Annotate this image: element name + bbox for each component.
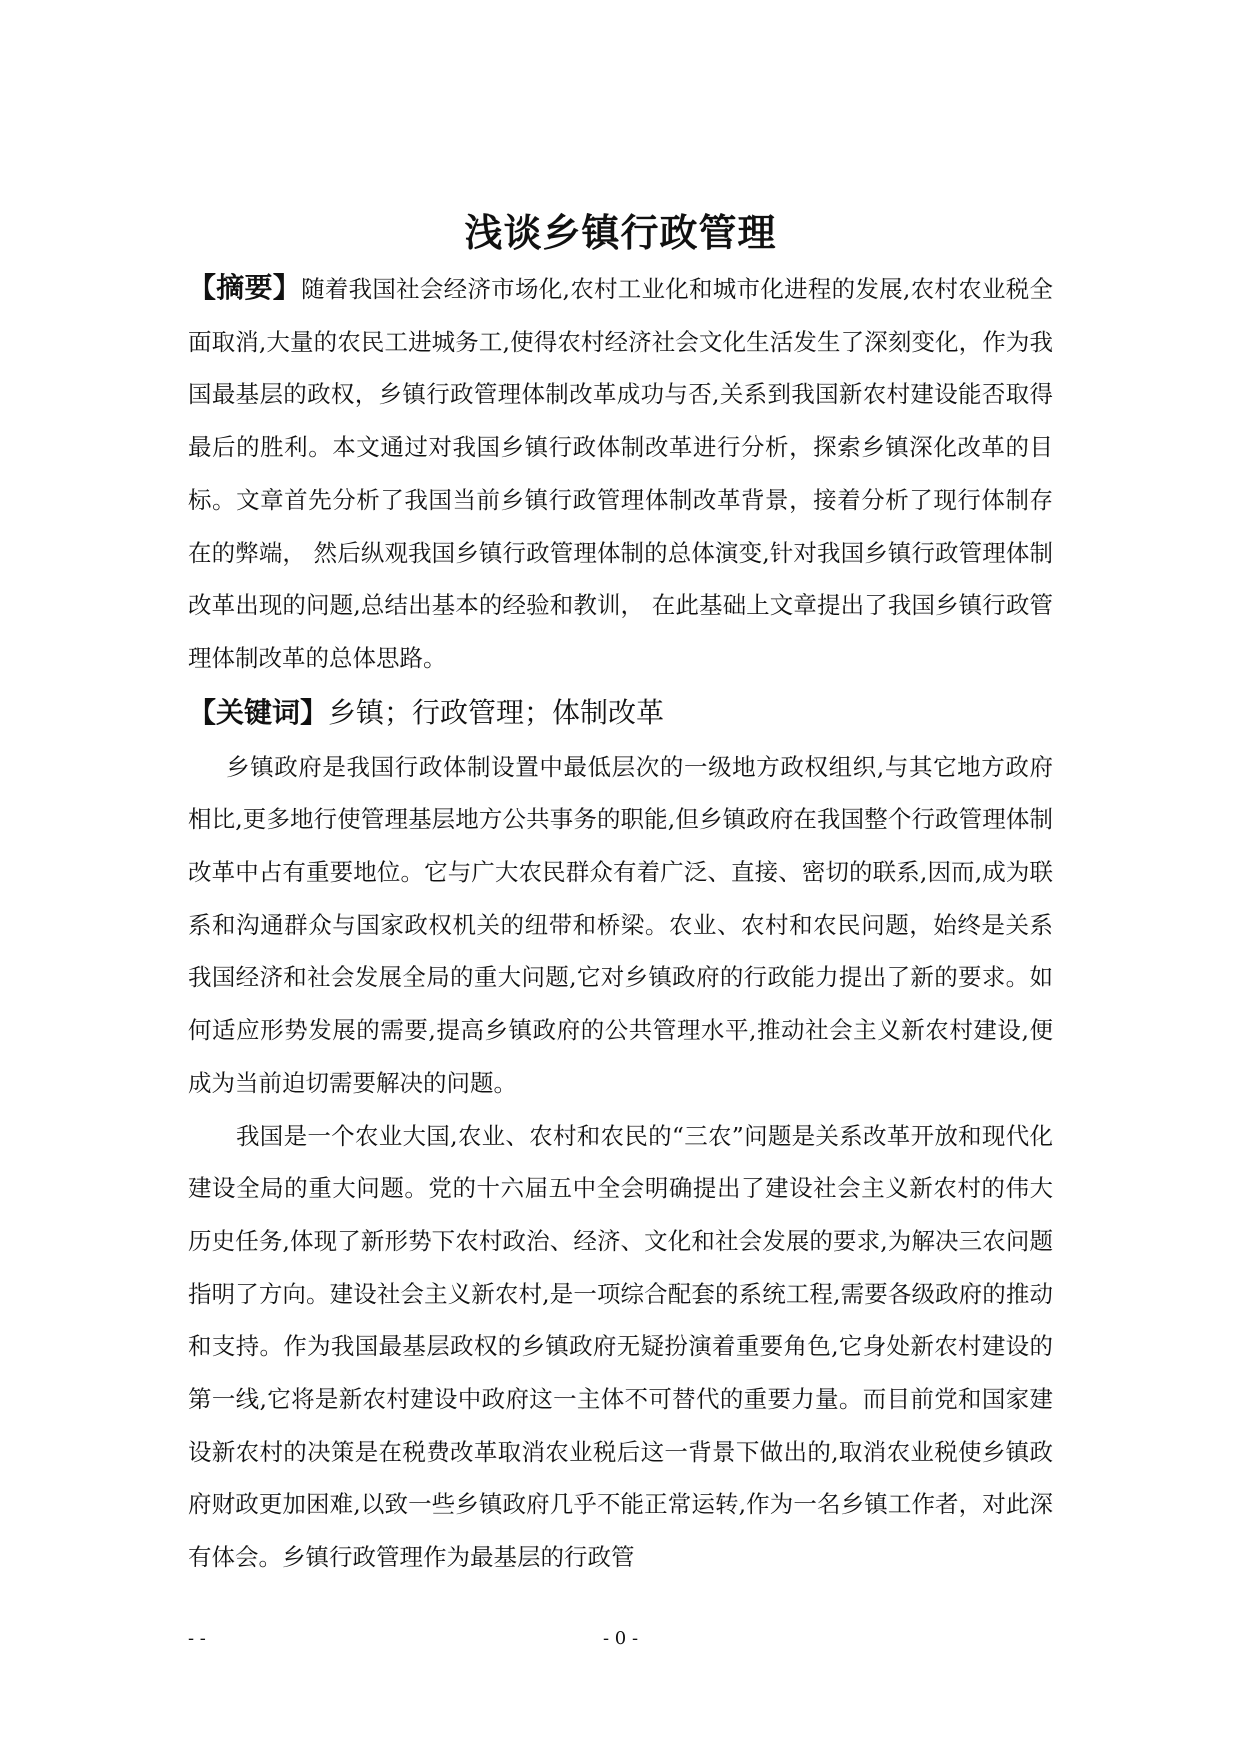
body-paragraph-2: 我国是一个农业大国,农业、农村和农民的“三农”问题是关系改革开放和现代化建设全局的重大问题。党的十六届五中全会明确提出了建设社会主义新农村的伟大历史任务,体现了新形势下农村政治、经济、文化和社会发展的要求,为解决三农问题指明了方向。建设社会主义新农村,是一项综合配套的系统工程,需要各级政府的推动和支持。作为我国最基层政权的乡镇政府无疑扮演着重要角色,它身处新农村建设的第一线,它将是新农村建设中政府这一主体不可替代的重要力量。而目前党和国家建设新农村的决策是在税费改革取消农业税后这一背景下做出的,取消农业税使乡镇政府财政更加困难,以致一些乡镇政府几乎不能正常运转,作为一名乡镇工作者，对此深有体会。乡镇行政管理作为最基层的行政管 [188,1121,1053,1572]
keywords-text: 乡镇；行政管理；体制改革 [328,695,665,729]
abstract-label: 【摘要】 [188,271,302,304]
abstract-text: 随着我国社会经济市场化,农村工业化和城市化进程的发展,农村农业税全面取消,大量的农民工进城务工,使得农村经济社会文化生活发生了深刻变化，作为我国最基层的政权，乡镇行政管理体制改革成功与否,关系到我国新农村建设能否取得最后的胜利。本文通过对我国乡镇行政体制改革进行分析，探索乡镇深化改革的目标。文章首先分析了我国当前乡镇行政管理体制改革背景，接着分析了现行体制存在的弊端， 然后纵观我国乡镇行政管理体制的总体演变,针对我国乡镇行政管理体制改革出现的问题,总结出基本的经验和教训， 在此基础上文章提出了我国乡镇行政管理体制改革的总体思路。 [188,275,1053,672]
document-title: 浅谈乡镇行政管理 [464,211,777,255]
footer-left-mark: - - [188,1628,206,1649]
keywords-line [188,685,1053,741]
keywords-label: 【关键词】 [188,695,329,729]
page-number: - 0 - [602,1628,639,1649]
abstract-paragraph [188,262,1053,685]
document-body [188,262,1053,1584]
page-footer [0,1628,1241,1658]
body-paragraph-1: 乡镇政府是我国行政体制设置中最低层次的一级地方政权组织,与其它地方政府相比,更多地行使管理基层地方公共事务的职能,但乡镇政府在我国整个行政管理体制改革中占有重要地位。它与广大农民群众有着广泛、直接、密切的联系,因而,成为联系和沟通群众与国家政权机关的纽带和桥梁。农业、农村和农民问题，始终是关系我国经济和社会发展全局的重大问题,它对乡镇政府的行政能力提出了新的要求。如何适应形势发展的需要,提高乡镇政府的公共管理水平,推动社会主义新农村建设,便成为当前迫切需要解决的问题。 [188,752,1053,1097]
